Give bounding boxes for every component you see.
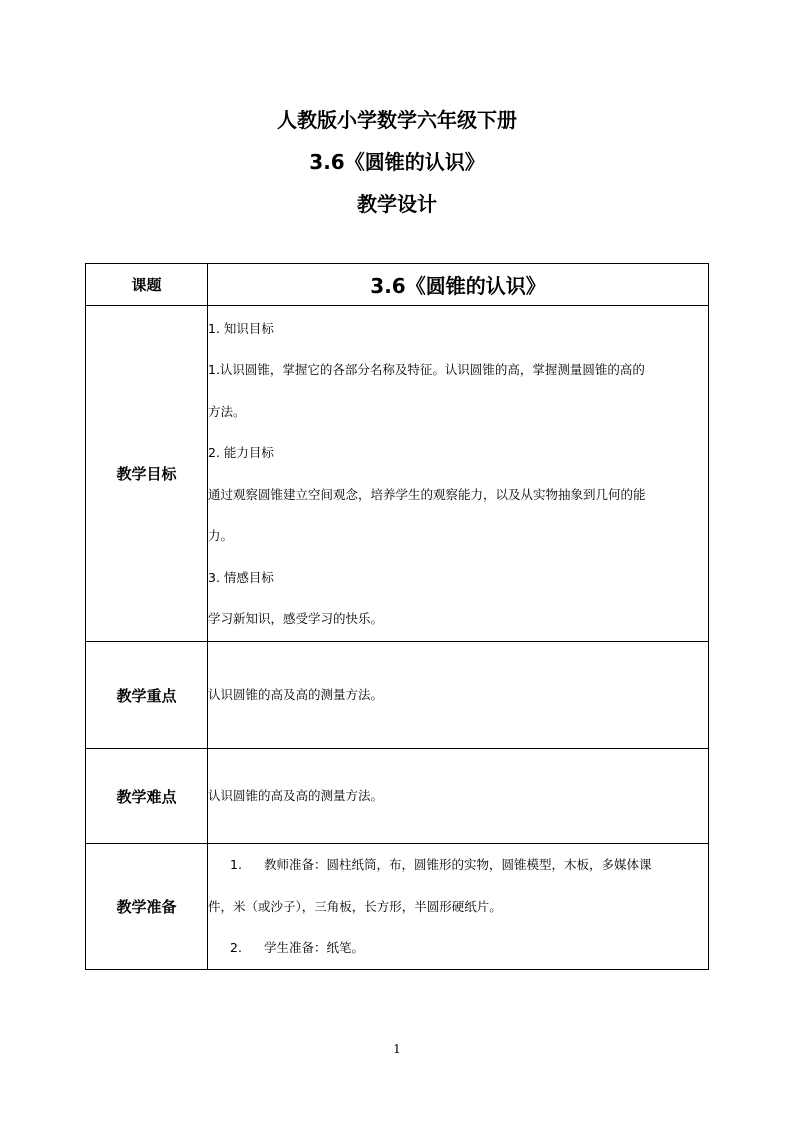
objectives-line: 通过观察圆锥建立空间观念，培养学生的观察能力，以及从实物抽象到几何的能 bbox=[208, 486, 646, 502]
objectives-line: 力。 bbox=[208, 528, 234, 543]
preparation-item-1-text: 教师准备：圆柱纸筒，布，圆锥形的实物，圆锥模型，木板，多媒体课 bbox=[264, 857, 652, 872]
difficulties-label: 教学难点 bbox=[86, 749, 208, 844]
topic-value: 3.6《圆锥的认识》 bbox=[208, 264, 709, 306]
objectives-line: 1.认识圆锥，掌握它的各部分名称及特征。认识圆锥的高，掌握测量圆锥的高的 bbox=[208, 362, 645, 377]
document-title-line-1: 人教版小学数学六年级下册 bbox=[277, 108, 517, 132]
table-row-difficulties bbox=[86, 749, 709, 844]
difficulties-content: 认识圆锥的高及高的测量方法。 bbox=[208, 749, 709, 844]
table-row-preparation bbox=[86, 844, 709, 970]
page-number: 1 bbox=[393, 1042, 401, 1056]
objectives-label: 教学目标 bbox=[86, 306, 208, 642]
preparation-label: 教学准备 bbox=[86, 844, 208, 970]
objectives-line: 方法。 bbox=[208, 403, 246, 419]
preparation-item-2-text: 学生准备：纸笔。 bbox=[264, 940, 365, 955]
objectives-line: 3. 情感目标 bbox=[208, 569, 274, 585]
preparation-item-2-number: 2. bbox=[230, 940, 242, 955]
document-title-line-2: 3.6《圆锥的认识》 bbox=[309, 150, 485, 174]
key-points-label: 教学重点 bbox=[86, 642, 208, 749]
preparation-item-1-number: 1. bbox=[230, 857, 242, 872]
topic-label: 课题 bbox=[86, 264, 208, 306]
table-row-objectives bbox=[86, 306, 709, 642]
table-row-key-points bbox=[86, 642, 709, 749]
objectives-line: 2. 能力目标 bbox=[208, 445, 274, 460]
table-row-topic bbox=[86, 264, 709, 306]
preparation-item-2 bbox=[208, 927, 708, 969]
objectives-line: 1. 知识目标 bbox=[208, 320, 274, 336]
objectives-content bbox=[208, 306, 709, 642]
document-title-line-3: 教学设计 bbox=[357, 192, 437, 216]
lesson-plan-table bbox=[85, 263, 709, 970]
preparation-item-1 bbox=[208, 844, 708, 886]
objectives-line: 学习新知识，感受学习的快乐。 bbox=[208, 611, 384, 626]
preparation-item-1-continuation: 件，米（或沙子），三角板，长方形，半圆形硬纸片。 bbox=[208, 898, 502, 914]
key-points-content: 认识圆锥的高及高的测量方法。 bbox=[208, 642, 709, 749]
preparation-content bbox=[208, 844, 709, 970]
